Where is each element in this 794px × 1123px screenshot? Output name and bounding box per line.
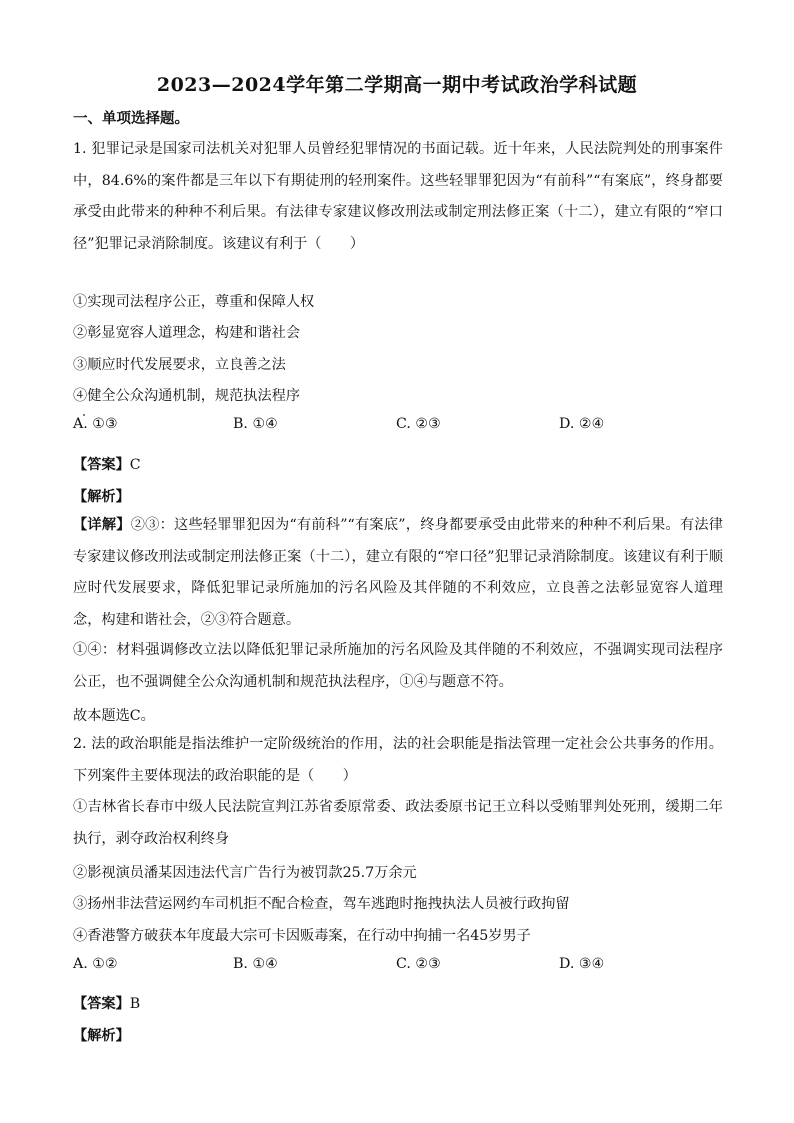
answer-value: B: [129, 996, 141, 1012]
stray-mark: [83, 414, 85, 416]
q1-answer: [73, 454, 141, 474]
q2-options: [73, 956, 723, 978]
q1-conclusion: 故本题选C。: [73, 708, 155, 724]
q2-item-3: ③扬州非法营运网约车司机拒不配合检查，驾车逃跑时拖拽执法人员被行政拘留: [73, 896, 570, 912]
q2-option-a: A. ①②: [73, 956, 118, 972]
page-title: 2023—2024学年第二学期高一期中考试政治学科试题: [156, 74, 638, 96]
section-heading: 一、单项选择题。: [73, 110, 189, 127]
q1-item-1: ①实现司法程序公正，尊重和保障人权: [73, 294, 315, 310]
q1-option-a: A. ①③: [73, 416, 118, 432]
q2-analysis-label: 【解析】: [73, 1028, 130, 1044]
q1-item-2: ②彰显宽容人道理念，构建和谐社会: [73, 325, 301, 341]
answer-label: 【答案】: [73, 996, 130, 1012]
answer-label: 【答案】: [73, 457, 130, 473]
question-2-stem: 2. 法的政治职能是指法维护一定阶级统治的作用，法的社会职能是指法管理一定社会公共事务的作用。下列案件主要体现法的政治职能的是（ ）: [73, 736, 723, 784]
q2-option-c: C. ②③: [396, 956, 441, 972]
q1-options: [73, 416, 723, 438]
q1-option-b: B. ①④: [233, 416, 278, 432]
detail-label: 【详解】: [73, 517, 131, 533]
q1-item-4: ④健全公众沟通机制，规范执法程序: [73, 388, 301, 404]
answer-value: C: [129, 457, 141, 473]
detail-text: ②③：这些轻罪罪犯因为“有前科”“有案底”，终身都要承受由此带来的种种不利后果。有法律专家建议修改刑法或制定刑法修正案（十二），建立有限的“窄口径”犯罪记录消除制度。该建议有利于顺应时代发展要求，降低犯罪记录所施加的污名风险及其伴随的不利效应，立良善之法彰显宽容人道理念，构建和谐社会，②③符合题意。: [73, 517, 723, 628]
question-1-stem: 1. 犯罪记录是国家司法机关对犯罪人员曾经犯罪情况的书面记载。近十年来，人民法院判处的刑事案件中，84.6%的案件都是三年以下有期徒刑的轻刑案件。这些轻罪罪犯因为“有前科”“有案底”，终身都要承受由此带来的种种不利后果。有法律专家建议修改刑法或制定刑法修正案（十二），建立有限的“窄口径”犯罪记录消除制度。该建议有利于（ ）: [73, 141, 723, 252]
q1-analysis-label: 【解析】: [73, 489, 130, 505]
q1-option-d: D. ②④: [559, 416, 605, 432]
q1-detail-2: ①④：材料强调修改立法以降低犯罪记录所施加的污名风险及其伴随的不利效应，不强调实现司法程序公正，也不强调健全公众沟通机制和规范执法程序，①④与题意不符。: [73, 642, 723, 690]
q1-item-3: ③顺应时代发展要求，立良善之法: [73, 357, 286, 373]
q2-answer: [73, 993, 140, 1013]
q2-option-d: D. ③④: [559, 956, 605, 972]
q1-detail: [73, 510, 723, 636]
q2-item-4: ④香港警方破获本年度最大宗可卡因贩毒案，在行动中拘捕一名45岁男子: [73, 928, 531, 944]
q1-option-c: C. ②③: [396, 416, 441, 432]
q2-item-2: ②影视演员潘某因违法代言广告行为被罚款25.7万余元: [73, 865, 417, 881]
q2-option-b: B. ①④: [233, 956, 278, 972]
q2-item-1: ①吉林省长春市中级人民法院宣判江苏省委原常委、政法委原书记王立科以受贿罪判处死刑，缓期二年执行，剥夺政治权利终身: [73, 799, 723, 847]
